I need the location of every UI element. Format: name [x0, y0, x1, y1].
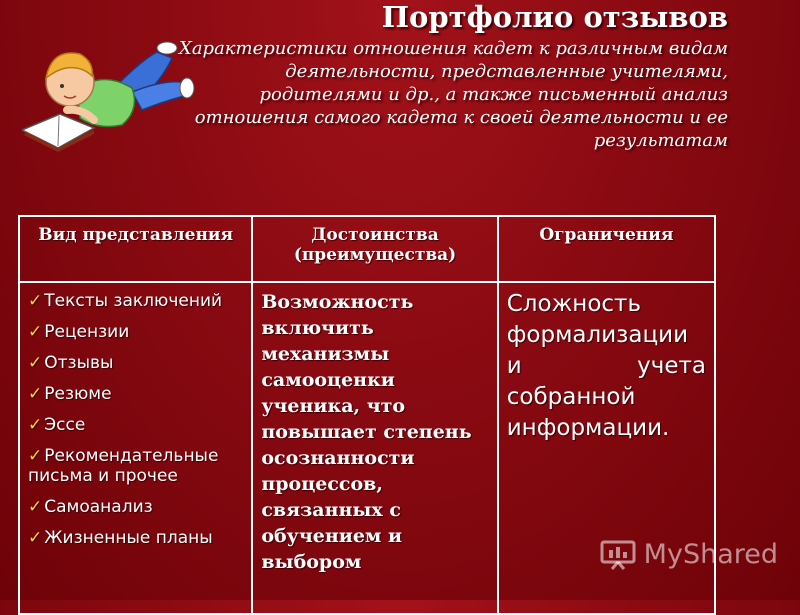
- list-item: ✓ Тексты заключений: [28, 291, 223, 311]
- checkmark-icon: ✓: [28, 322, 43, 342]
- header-kind: Вид представления: [19, 216, 252, 282]
- checkmark-icon: ✓: [28, 291, 43, 311]
- checkmark-icon: ✓: [28, 384, 43, 404]
- list-item: ✓ Жизненные планы: [28, 528, 213, 548]
- list-item: ✓ Рецензии: [28, 322, 130, 342]
- header-limitations: Ограничения: [498, 216, 715, 282]
- kinds-list: [20, 283, 251, 548]
- checkmark-icon: ✓: [28, 528, 43, 548]
- checkmark-icon: ✓: [28, 353, 43, 373]
- presentation-board-icon: [600, 538, 636, 570]
- list-item: ✓ Эссе: [28, 415, 86, 435]
- list-item: ✓ Отзывы: [28, 353, 114, 373]
- header-advantages: Достоинства (преимущества): [252, 216, 497, 282]
- checkmark-icon: ✓: [28, 415, 43, 435]
- page-title: Портфолио отзывов: [381, 0, 728, 34]
- list-item: ✓ Резюме: [28, 384, 112, 404]
- checkmark-icon: ✓: [28, 497, 43, 517]
- list-item: ✓ Рекомендательные письма и прочее: [28, 446, 219, 486]
- limitations-text: Сложность формализации и учета собранной информации.: [506, 291, 706, 441]
- list-item: ✓ Самоанализ: [28, 497, 153, 517]
- advantages-cell: [252, 282, 497, 614]
- watermark: [600, 538, 778, 570]
- table-header-row: [19, 216, 715, 282]
- advantages-text: Возможность включить механизмы самооценки ученика, что повышает степень осознанности процессов, связанных с обучением и выбором: [261, 291, 472, 573]
- kinds-cell: [19, 282, 252, 614]
- page-subtitle: Характеристики отношения кадет к различным видам деятельности, представленные учителями, родителями и др., а также письменный анализ отношения самого кадета к своей деятельности и ее результатам: [179, 38, 728, 151]
- watermark-text: MyShared: [643, 538, 778, 570]
- checkmark-icon: ✓: [28, 446, 43, 466]
